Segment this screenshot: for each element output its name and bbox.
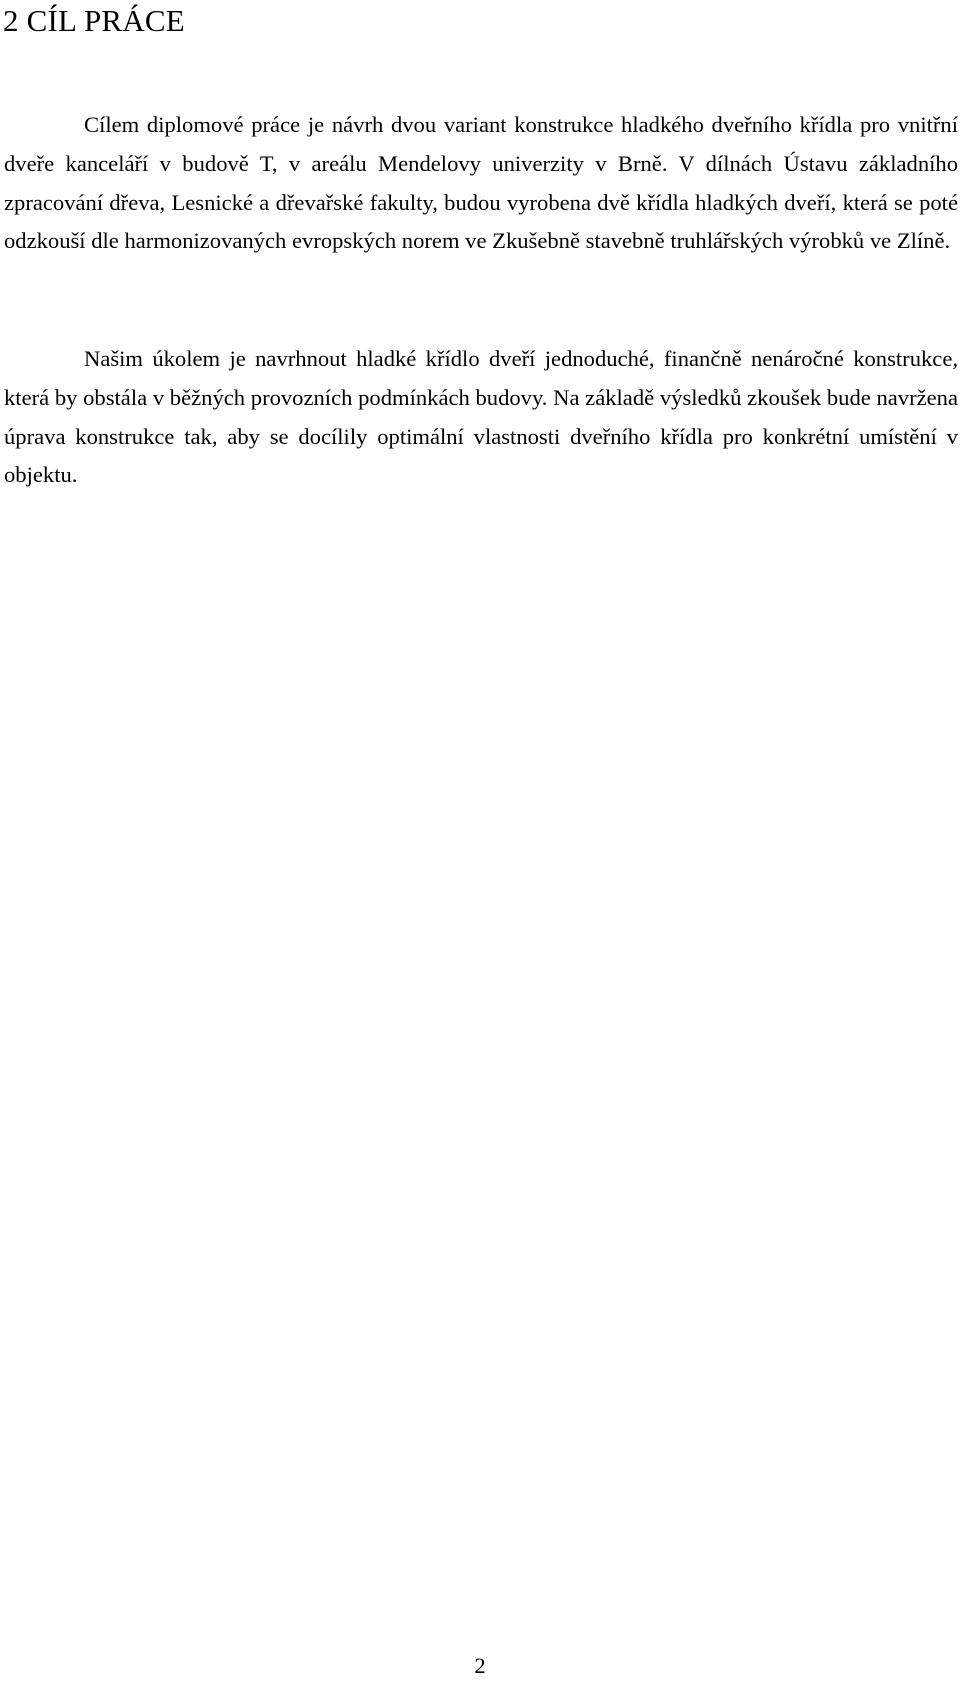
- chapter-heading: 2 CÍL PRÁCE: [3, 3, 185, 38]
- page-number: 2: [474, 1653, 486, 1678]
- paragraph-task: Našim úkolem je navrhnout hladké křídlo dveří jednoduché, finančně nenáročné konstrukce, která by obstála v běžných provozních podmínkách budovy. Na základě výsledků zkoušek bude navržena úprava konstrukce tak, aby se docílily optimální vlastnosti dveřního křídla pro konkrétní umístění v objektu.: [4, 346, 958, 488]
- paragraph-goal: Cílem diplomové práce je návrh dvou variant konstrukce hladkého dveřního křídla pro vnitřní dveře kanceláří v budově T, v areálu Mendelovy univerzity v Brně. V dílnách Ústavu základního zpracování dřeva, Lesnické a dřevařské fakulty, budou vyrobena dvě křídla hladkých dveří, která se poté odzkouší dle harmonizovaných evropských norem ve Zkušebně stavebně truhlářských výrobků ve Zlíně.: [4, 112, 958, 254]
